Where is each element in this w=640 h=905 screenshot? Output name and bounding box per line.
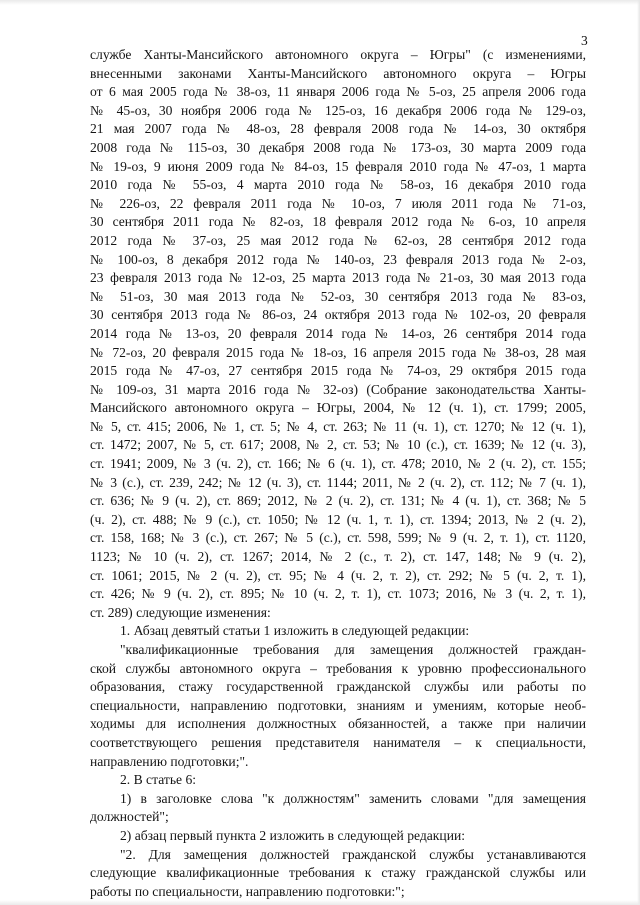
- text-line: 23 февраля 2013 года № 12-оз, 25 марта 2013 года № 21-оз, 30 мая 2013 года: [90, 270, 586, 286]
- text-line: 30 сентября 2013 года № 86-оз, 24 октября 2013 года № 102-оз, 20 февраля: [90, 307, 586, 323]
- page-number: 3: [581, 33, 588, 48]
- text-line: ст. 1472; 2007, № 5, ст. 617; 2008, № 2, ст. 53; № 10 (с.), ст. 1639; № 12 (ч. 3),: [90, 437, 586, 453]
- text-line: 21 мая 2007 года № 48-оз, 28 февраля 2008 года № 14-оз, 30 октября: [90, 121, 586, 137]
- text-line: 1. Абзац девятый статьи 1 изложить в следующей редакции:: [120, 623, 470, 639]
- text-line: должностей";: [90, 809, 169, 825]
- text-line: ст. 158, 168; № 3 (с.), ст. 267; № 5 (с.), ст. 598, 599; № 9 (ч. 2, т. 1), ст. 1120,: [90, 530, 586, 546]
- text-line: следующие квалификационные требования к стажу гражданской службы или: [90, 865, 586, 881]
- text-line: ст. 426; № 9 (ч. 2), ст. 895; № 10 (ч. 2, т. 1), ст. 1073; 2016, № 3 (ч. 2, т. 1),: [90, 586, 586, 602]
- text-line: образования, стажу государственной гражданской службы или работы по: [90, 679, 586, 695]
- text-line: "квалификационные требования для замещения должностей граждан-: [120, 642, 586, 657]
- text-line: работы по специальности, направлению подготовки:";: [90, 883, 405, 899]
- text-line: 2) абзац первый пункта 2 изложить в следующей редакции:: [120, 827, 466, 843]
- text-line: ходимы для исполнения должностных обязанностей, а также при наличии: [90, 716, 586, 732]
- text-line: 2015 года № 47-оз, 27 сентября 2015 года № 74-оз, 29 октября 2015 года: [90, 363, 586, 379]
- text-line: Мансийского автономного округа – Югры, 2004, № 12 (ч. 1), ст. 1799; 2005,: [90, 400, 586, 416]
- text-line: 2012 года № 37-оз, 25 мая 2012 года № 62-оз, 28 сентября 2012 года: [90, 232, 586, 248]
- text-line: от 6 мая 2005 года № 38-оз, 11 января 2006 года № 5-оз, 25 апреля 2006 года: [90, 84, 586, 100]
- text-line: ст. 289) следующие изменения:: [90, 604, 271, 620]
- text-line: ст. 1941; 2009, № 3 (ч. 2), ст. 166; № 6 (ч. 1), ст. 478; 2010, № 2 (ч. 2), ст. 155;: [90, 456, 586, 472]
- text-line: № 72-оз, 20 февраля 2015 года № 18-оз, 16 апреля 2015 года № 38-оз, 28 мая: [90, 344, 586, 360]
- text-line: № 45-оз, 30 ноября 2006 года № 125-оз, 16 декабря 2006 года № 129-оз,: [90, 102, 586, 118]
- text-line: № 100-оз, 8 декабря 2012 года № 140-оз, 23 февраля 2013 года № 2-оз,: [90, 251, 586, 267]
- text-line: 2008 года № 115-оз, 30 декабря 2008 года № 173-оз, 30 марта 2009 года: [90, 139, 586, 155]
- text-line: направлению подготовки;".: [90, 753, 249, 769]
- text-line: "2. Для замещения должностей гражданской службы устанавливаются: [120, 846, 586, 862]
- text-line: 1123; № 10 (ч. 2), ст. 1267; 2014, № 2 (с., т. 2), ст. 147, 148; № 9 (ч. 2),: [90, 549, 586, 565]
- text-line: 2014 года № 13-оз, 20 февраля 2014 года № 14-оз, 26 сентября 2014 года: [90, 325, 586, 341]
- text-line: ст. 1061; 2015, № 2 (ч. 2), ст. 95; № 4 (ч. 2, т. 2), ст. 292; № 5 (ч. 2, т. 1),: [90, 567, 586, 583]
- text-line: соответствующего решения представителя нанимателя – к специальности,: [90, 734, 586, 750]
- text-line: № 3 (с.), ст. 239, 242; № 12 (ч. 3), ст. 1144; 2011, № 2 (ч. 2), ст. 112; № 7 (ч. 1),: [90, 474, 586, 490]
- text-line: № 226-оз, 22 февраля 2011 года № 10-оз, 7 июля 2011 года № 71-оз,: [90, 195, 586, 211]
- document-body: [90, 46, 586, 901]
- text-line: № 5, ст. 415; 2006, № 1, ст. 5; № 4, ст. 263; № 11 (ч. 1), ст. 1270; № 12 (ч. 1),: [90, 418, 586, 434]
- text-line: № 19-оз, 9 июня 2009 года № 84-оз, 15 февраля 2010 года № 47-оз, 1 марта: [90, 158, 586, 174]
- text-line: (ч. 2), ст. 488; № 9 (с.), ст. 1050; № 12 (ч. 1, т. 1), ст. 1394; 2013, № 2 (ч. 2),: [90, 511, 586, 527]
- text-line: ст. 636; № 9 (ч. 2), ст. 869; 2012, № 2 (ч. 2), ст. 131; № 4 (ч. 1), ст. 368; № 5: [90, 493, 586, 509]
- text-line: № 51-оз, 30 мая 2013 года № 52-оз, 30 сентября 2013 года № 83-оз,: [90, 288, 586, 304]
- scan-edge: [0, 0, 640, 5]
- text-line: ской службы автономного округа – требования к уровню профессионального: [90, 660, 586, 676]
- text-line: специальности, направлению подготовки, знаниям и умениям, которые необ-: [90, 697, 586, 713]
- text-line: 1) в заголовке слова "к должностям" заменить словами "для замещения: [120, 790, 586, 806]
- text-line: № 109-оз, 31 марта 2016 года № 32-оз) (Собрание законодательства Ханты-: [90, 381, 586, 397]
- text-line: службе Ханты-Мансийского автономного округа – Югры" (с изменениями,: [90, 47, 586, 62]
- text-line: 2010 года № 55-оз, 4 марта 2010 года № 58-оз, 16 декабря 2010 года: [90, 177, 586, 193]
- text-line: 30 сентября 2011 года № 82-оз, 18 февраля 2012 года № 6-оз, 10 апреля: [90, 214, 586, 230]
- text-line: 2. В статье 6:: [120, 772, 197, 788]
- text-line: внесенными законами Ханты-Мансийского автономного округа – Югры: [90, 65, 586, 81]
